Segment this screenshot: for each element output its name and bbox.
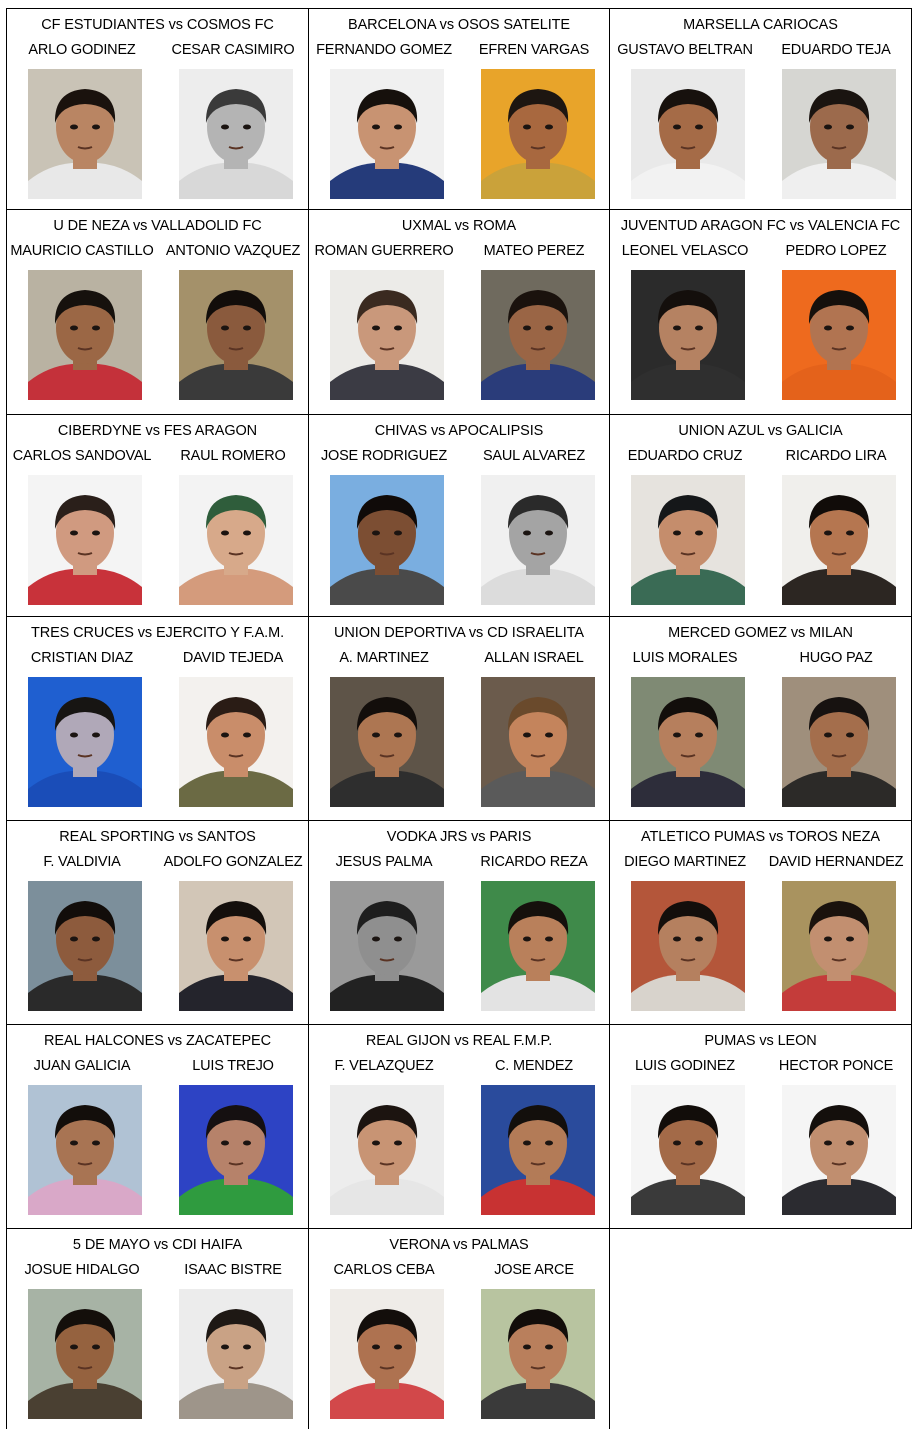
- match-cell: [610, 210, 912, 415]
- player-right-name: ANTONIO VAZQUEZ: [165, 243, 301, 259]
- match-title: 5 DE MAYO vs CDI HAIFA: [72, 1237, 243, 1253]
- player-left-name: JUAN GALICIA: [33, 1058, 131, 1074]
- player-right-photo: [782, 475, 896, 605]
- player-right-photo: [179, 1289, 293, 1419]
- match-title: PUMAS vs LEON: [704, 1033, 817, 1049]
- player-left-name: F. VELAZQUEZ: [334, 1058, 434, 1074]
- match-cell: [6, 617, 309, 821]
- player-right-photo: [179, 677, 293, 807]
- match-title: UXMAL vs ROMA: [401, 218, 517, 234]
- player-right-name: RAUL ROMERO: [180, 448, 286, 464]
- player-right-photo: [481, 677, 595, 807]
- match-title: MERCED GOMEZ vs MILAN: [668, 625, 853, 641]
- player-right-photo: [179, 69, 293, 199]
- player-right-name: DAVID HERNANDEZ: [768, 854, 904, 870]
- player-right-name: MATEO PEREZ: [483, 243, 585, 259]
- match-cell: [6, 8, 309, 210]
- player-right-photo: [481, 270, 595, 400]
- match-title: REAL HALCONES vs ZACATEPEC: [43, 1033, 272, 1049]
- match-title: VERONA vs PALMAS: [389, 1237, 529, 1253]
- player-left-name: CRISTIAN DIAZ: [30, 650, 134, 666]
- match-cell: [309, 415, 610, 617]
- player-left-name: JOSUE HIDALGO: [24, 1262, 140, 1278]
- player-left-photo: [330, 270, 444, 400]
- player-left-photo: [330, 1289, 444, 1419]
- player-right-photo: [481, 881, 595, 1011]
- player-right-name: EFREN VARGAS: [478, 42, 590, 58]
- match-title: U DE NEZA vs VALLADOLID FC: [53, 218, 262, 234]
- match-title: UNION AZUL vs GALICIA: [678, 423, 843, 439]
- match-title: JUVENTUD ARAGON FC vs VALENCIA FC: [620, 218, 901, 234]
- player-right-photo: [481, 1289, 595, 1419]
- match-cell: [610, 415, 912, 617]
- player-left-name: DIEGO MARTINEZ: [624, 854, 746, 870]
- player-left-photo: [631, 1085, 745, 1215]
- player-right-photo: [179, 475, 293, 605]
- player-right-name: HECTOR PONCE: [778, 1058, 894, 1074]
- match-cell: [610, 821, 912, 1025]
- player-left-photo: [631, 270, 745, 400]
- player-left-photo: [631, 69, 745, 199]
- match-cell: [610, 617, 912, 821]
- match-title: MARSELLA CARIOCAS: [683, 17, 838, 33]
- player-left-name: GUSTAVO BELTRAN: [617, 42, 753, 58]
- match-cell: [309, 210, 610, 415]
- match-title: BARCELONA vs OSOS SATELITE: [348, 17, 570, 33]
- player-right-name: RICARDO REZA: [480, 854, 588, 870]
- player-right-photo: [481, 69, 595, 199]
- match-cell: [6, 210, 309, 415]
- player-right-photo: [782, 677, 896, 807]
- player-left-name: LUIS MORALES: [632, 650, 738, 666]
- match-title: CHIVAS vs APOCALIPSIS: [374, 423, 544, 439]
- match-cell: [309, 1025, 610, 1229]
- player-right-photo: [782, 1085, 896, 1215]
- player-right-name: C. MENDEZ: [495, 1058, 573, 1074]
- player-left-photo: [631, 475, 745, 605]
- player-left-photo: [330, 1085, 444, 1215]
- player-left-photo: [28, 1085, 142, 1215]
- player-left-name: LEONEL VELASCO: [621, 243, 749, 259]
- player-right-photo: [481, 1085, 595, 1215]
- player-left-name: JESUS PALMA: [335, 854, 433, 870]
- player-right-name: CESAR CASIMIRO: [171, 42, 295, 58]
- player-left-photo: [330, 677, 444, 807]
- player-right-name: PEDRO LOPEZ: [785, 243, 887, 259]
- match-cell: [610, 1025, 912, 1229]
- player-left-photo: [28, 881, 142, 1011]
- matchups-table: [6, 8, 912, 1429]
- player-left-photo: [631, 881, 745, 1011]
- player-left-photo: [631, 677, 745, 807]
- player-right-name: LUIS TREJO: [192, 1058, 274, 1074]
- match-title: CIBERDYNE vs FES ARAGON: [57, 423, 258, 439]
- match-title: REAL GIJON vs REAL F.M.P.: [365, 1033, 553, 1049]
- match-cell: [6, 821, 309, 1025]
- player-left-name: FERNANDO GOMEZ: [316, 42, 452, 58]
- player-left-name: LUIS GODINEZ: [635, 1058, 735, 1074]
- match-cell: [6, 415, 309, 617]
- player-left-name: CARLOS SANDOVAL: [12, 448, 152, 464]
- player-left-photo: [28, 677, 142, 807]
- player-left-name: JOSE RODRIGUEZ: [320, 448, 448, 464]
- player-left-name: CARLOS CEBA: [333, 1262, 435, 1278]
- match-cell: [6, 1025, 309, 1229]
- player-left-name: F. VALDIVIA: [43, 854, 121, 870]
- match-cell: [309, 617, 610, 821]
- player-right-name: ADOLFO GONZALEZ: [163, 854, 303, 870]
- player-right-name: SAUL ALVAREZ: [482, 448, 586, 464]
- player-left-photo: [28, 69, 142, 199]
- match-cell: [309, 821, 610, 1025]
- match-cell: [6, 1229, 309, 1429]
- player-left-photo: [28, 270, 142, 400]
- player-right-photo: [179, 270, 293, 400]
- match-cell: [610, 8, 912, 210]
- player-right-name: DAVID TEJEDA: [182, 650, 284, 666]
- match-cell: [309, 1229, 610, 1429]
- player-left-name: ARLO GODINEZ: [28, 42, 136, 58]
- player-right-photo: [782, 881, 896, 1011]
- player-right-photo: [179, 1085, 293, 1215]
- empty-cell: [610, 1229, 912, 1429]
- player-right-photo: [481, 475, 595, 605]
- match-title: VODKA JRS vs PARIS: [386, 829, 532, 845]
- match-title: TRES CRUCES vs EJERCITO Y F.A.M.: [30, 625, 284, 641]
- player-left-name: EDUARDO CRUZ: [627, 448, 743, 464]
- match-cell: [309, 8, 610, 210]
- player-left-photo: [330, 69, 444, 199]
- player-right-photo: [179, 881, 293, 1011]
- match-title: CF ESTUDIANTES vs COSMOS FC: [41, 17, 274, 33]
- player-left-name: MAURICIO CASTILLO: [10, 243, 154, 259]
- player-left-photo: [28, 1289, 142, 1419]
- player-right-name: JOSE ARCE: [494, 1262, 574, 1278]
- match-title: UNION DEPORTIVA vs CD ISRAELITA: [334, 625, 584, 641]
- player-right-name: EDUARDO TEJA: [781, 42, 891, 58]
- match-title: REAL SPORTING vs SANTOS: [59, 829, 256, 845]
- player-left-photo: [330, 475, 444, 605]
- player-left-name: A. MARTINEZ: [339, 650, 429, 666]
- player-left-photo: [330, 881, 444, 1011]
- player-right-photo: [782, 270, 896, 400]
- player-right-name: RICARDO LIRA: [785, 448, 887, 464]
- player-right-name: ALLAN ISRAEL: [484, 650, 584, 666]
- player-right-photo: [782, 69, 896, 199]
- player-right-name: ISAAC BISTRE: [184, 1262, 282, 1278]
- player-right-name: HUGO PAZ: [799, 650, 873, 666]
- player-left-name: ROMAN GUERRERO: [314, 243, 454, 259]
- match-title: ATLETICO PUMAS vs TOROS NEZA: [641, 829, 880, 845]
- player-left-photo: [28, 475, 142, 605]
